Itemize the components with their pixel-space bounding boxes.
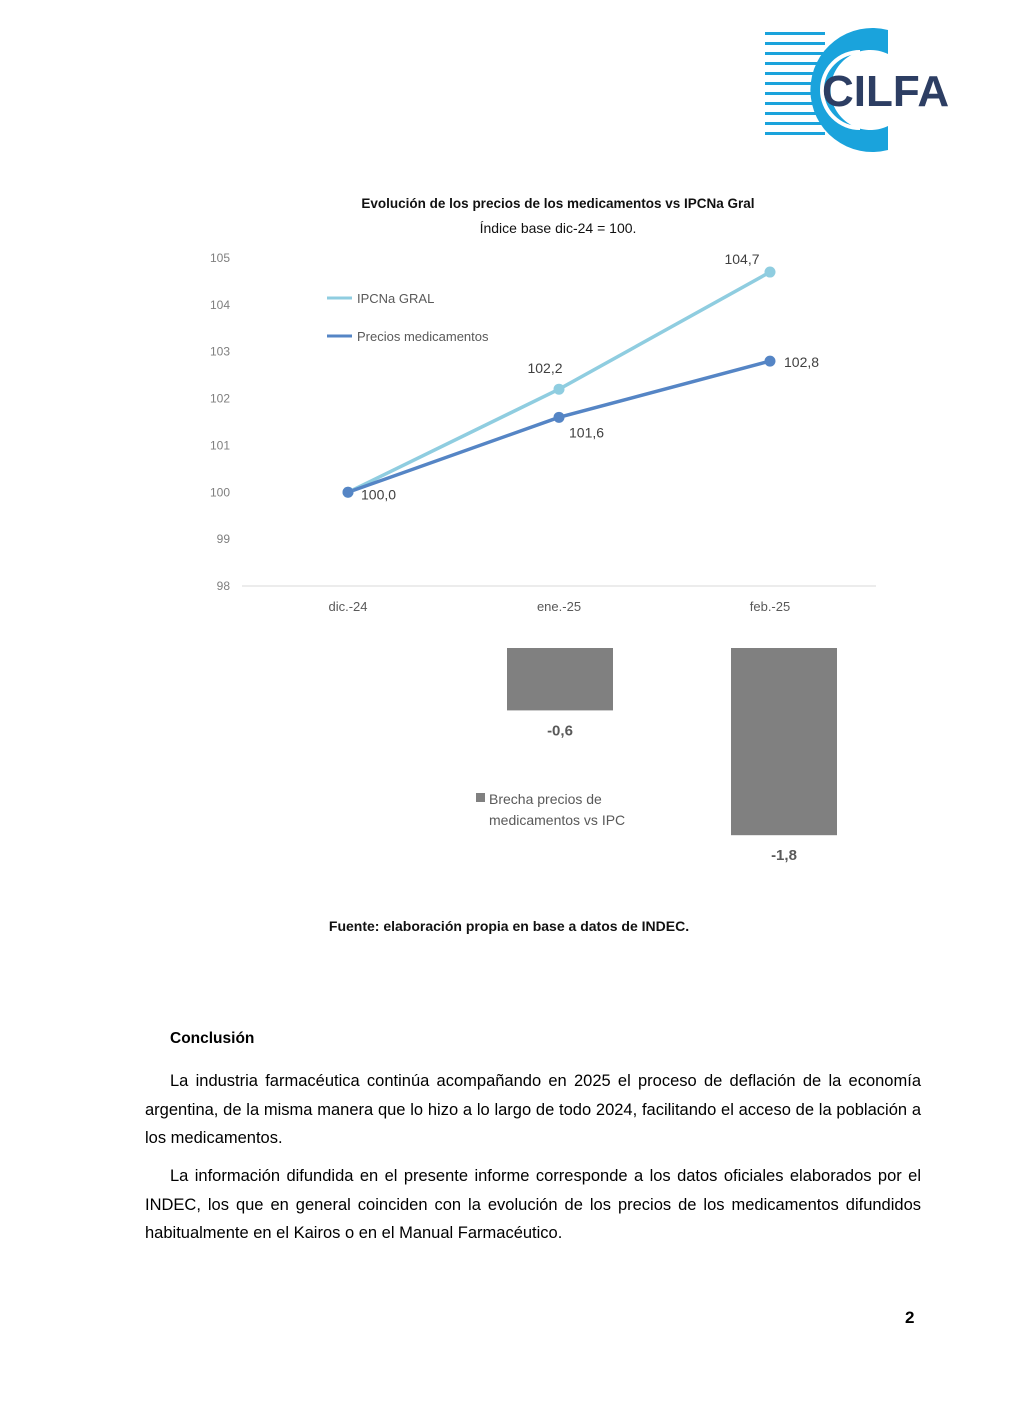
data-label: 102,8 bbox=[784, 354, 820, 371]
data-label: 102,2 bbox=[527, 360, 563, 377]
x-tick-label: feb.-25 bbox=[749, 599, 791, 614]
y-tick-label: 102 bbox=[209, 391, 230, 406]
series-point bbox=[554, 384, 565, 395]
gap-legend-label: Brecha precios de bbox=[489, 791, 602, 807]
page-number: 2 bbox=[905, 1308, 915, 1327]
chart-title: Evolución de los precios de los medicamentos vs IPCNa Gral bbox=[361, 196, 755, 211]
logo-text: CILFA bbox=[822, 67, 950, 116]
series-point bbox=[554, 412, 565, 423]
conclusion-paragraph-1: La industria farmacéutica continúa acompañando en 2025 el proceso de deflación de la economía argentina, de la misma manera que lo hizo a lo largo de todo 2024, facilitando el acceso de la población a los medicamentos. bbox=[145, 1072, 921, 1147]
conclusion-paragraph-2: La información difundida en el presente informe corresponde a los datos oficiales elaborados por el INDEC, los que en general coinciden con la evolución de los precios de los medicamentos difundidos habitualmente en el Kairos o en el Manual Farmacéutico. bbox=[145, 1167, 921, 1242]
series-line bbox=[348, 361, 770, 492]
chart-subtitle: Índice base dic-24 = 100. bbox=[479, 220, 637, 236]
legend-label: IPCNa GRAL bbox=[357, 291, 435, 306]
gap-bar bbox=[507, 648, 613, 710]
series-point bbox=[343, 487, 354, 498]
data-label: 100,0 bbox=[361, 486, 397, 503]
source-note: Fuente: elaboración propia en base a datos de INDEC. bbox=[328, 918, 690, 934]
gap-bar-label: -1,8 bbox=[771, 847, 797, 865]
y-tick-label: 105 bbox=[209, 251, 230, 265]
series-point bbox=[765, 267, 776, 278]
gap-legend-label: medicamentos vs IPC bbox=[489, 812, 626, 828]
legend-label: Precios medicamentos bbox=[357, 329, 489, 344]
gap-bar-label: -0,6 bbox=[547, 722, 573, 740]
gap-bar bbox=[731, 648, 837, 835]
y-tick-label: 99 bbox=[216, 532, 230, 547]
series-line bbox=[348, 272, 770, 492]
y-tick-label: 101 bbox=[209, 438, 230, 453]
x-tick-label: ene.-25 bbox=[536, 599, 582, 614]
y-tick-label: 98 bbox=[216, 579, 230, 593]
y-tick-label: 104 bbox=[209, 297, 230, 312]
y-tick-label: 100 bbox=[209, 485, 230, 500]
x-tick-label: dic.-24 bbox=[328, 599, 368, 614]
y-tick-label: 103 bbox=[209, 344, 230, 359]
conclusion-heading: Conclusión bbox=[170, 1030, 255, 1047]
series-point bbox=[343, 487, 354, 498]
data-label: 101,6 bbox=[569, 424, 605, 441]
cilfa-logo bbox=[760, 22, 975, 157]
gap-legend-swatch bbox=[476, 793, 485, 802]
series-point bbox=[765, 356, 776, 367]
data-label: 104,7 bbox=[724, 251, 760, 268]
